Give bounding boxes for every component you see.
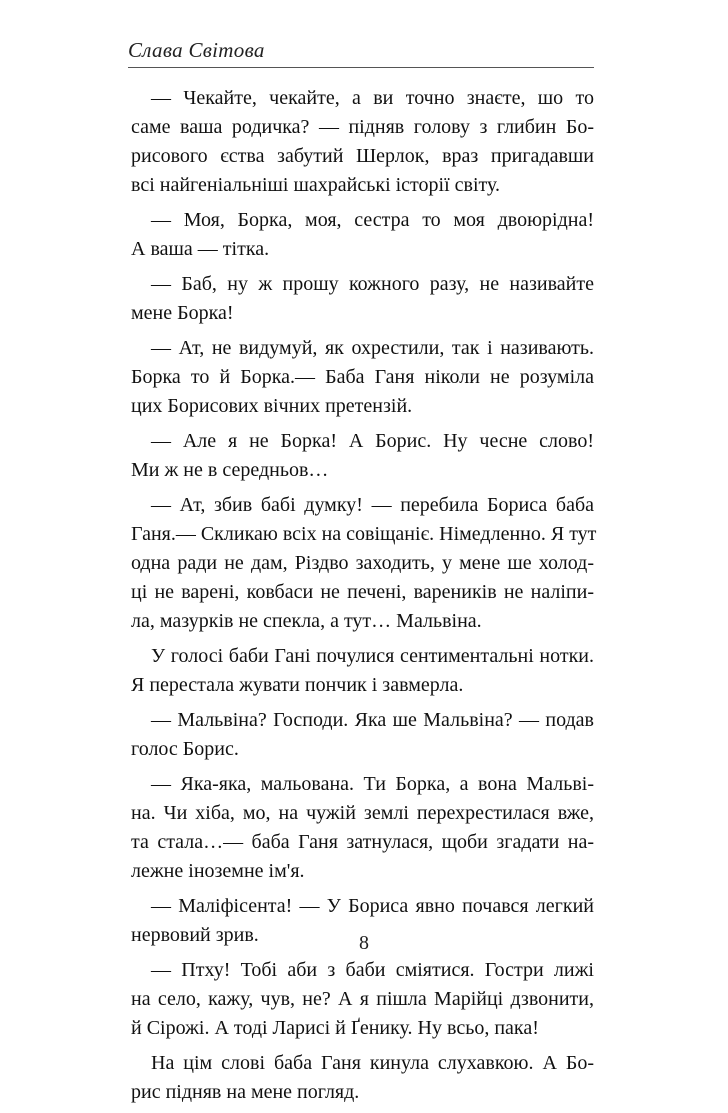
body-text bbox=[131, 84, 597, 1113]
paragraph bbox=[131, 770, 594, 886]
text-line: — Ат, збив бабі думку! — перебила Бориса баба bbox=[151, 494, 594, 516]
text-line: цих Борисових вічних претензій. bbox=[131, 395, 413, 417]
text-line: Ми ж не в середньов… bbox=[131, 459, 329, 481]
text-line: на. Чи хіба, мо, на чужій землі перехрестилася вже, bbox=[131, 802, 594, 824]
paragraph bbox=[131, 84, 594, 200]
text-line: Борка то й Борка.— Баба Ганя ніколи не розуміла bbox=[131, 366, 594, 388]
header-rule bbox=[128, 67, 594, 68]
text-line: ці не варені, ковбаси не печені, вареників не наліпи- bbox=[131, 581, 594, 603]
text-line: та стала…— баба Ганя затнулася, щоби згадати на- bbox=[131, 831, 594, 853]
text-line: — Яка-яка, мальована. Ти Борка, а вона Мальві- bbox=[151, 773, 594, 795]
text-line: — Чекайте, чекайте, а ви точно знаєте, шо то bbox=[151, 87, 594, 109]
paragraph bbox=[131, 1049, 594, 1107]
paragraph bbox=[131, 642, 594, 700]
page-number: 8 bbox=[359, 932, 369, 954]
text-line: — Баб, ну ж прошу кожного разу, не називайте bbox=[151, 273, 594, 295]
text-line: рис підняв на мене погляд. bbox=[131, 1081, 360, 1103]
paragraph bbox=[131, 270, 594, 328]
running-head-title: Слава Світова bbox=[128, 38, 265, 62]
text-line: Я перестала жувати пончик і завмерла. bbox=[131, 674, 464, 696]
text-line: У голосі баби Гані почулися сентиментальні нотки. bbox=[151, 645, 594, 667]
text-line: лежне іноземне ім'я. bbox=[131, 860, 305, 882]
text-line: голос Борис. bbox=[131, 738, 239, 760]
text-line: рисового єства забутий Шерлок, враз пригадавши bbox=[131, 145, 594, 167]
paragraph bbox=[131, 706, 594, 764]
text-line: — Мальвіна? Господи. Яка ше Мальвіна? — подав bbox=[151, 709, 594, 731]
text-line: всі найгеніальніші шахрайські історії світу. bbox=[131, 174, 500, 196]
text-line: одна ради не дам, Різдво заходить, у мене ше холод- bbox=[131, 552, 594, 574]
paragraph bbox=[131, 334, 594, 421]
text-line: — Маліфісента! — У Бориса явно почався легкий bbox=[151, 895, 594, 917]
text-line: На цім слові баба Ганя кинула слухавкою. А Бо- bbox=[151, 1052, 594, 1074]
text-line: мене Борка! bbox=[131, 302, 234, 324]
paragraph bbox=[131, 491, 597, 636]
paragraph bbox=[131, 206, 594, 264]
text-line: й Сірожі. А тоді Ларисі й Ґенику. Ну всьо, пака! bbox=[131, 1017, 539, 1039]
text-line: ла, мазурків не спекла, а тут… Мальвіна. bbox=[131, 610, 482, 632]
text-line: нервовий зрив. bbox=[131, 924, 259, 946]
text-line: — Моя, Борка, моя, сестра то моя двоюрідна! bbox=[151, 209, 594, 231]
text-line: — Але я не Борка! А Борис. Ну чесне слово! bbox=[151, 430, 594, 452]
text-line: на село, кажу, чув, не? А я пішла Марійці дзвонити, bbox=[131, 988, 594, 1010]
text-line: А ваша — тітка. bbox=[131, 238, 270, 260]
text-line: — Птху! Тобі аби з баби сміятися. Гостри лижі bbox=[151, 959, 594, 981]
text-line: — Ат, не видумуй, як охрестили, так і називають. bbox=[151, 337, 594, 359]
paragraph bbox=[131, 427, 594, 485]
text-line: Ганя.— Скликаю всіх на совіщаніє. Німедленно. Я тут bbox=[131, 523, 597, 545]
text-line: саме ваша родичка? — підняв голову з глибин Бо- bbox=[131, 116, 594, 138]
